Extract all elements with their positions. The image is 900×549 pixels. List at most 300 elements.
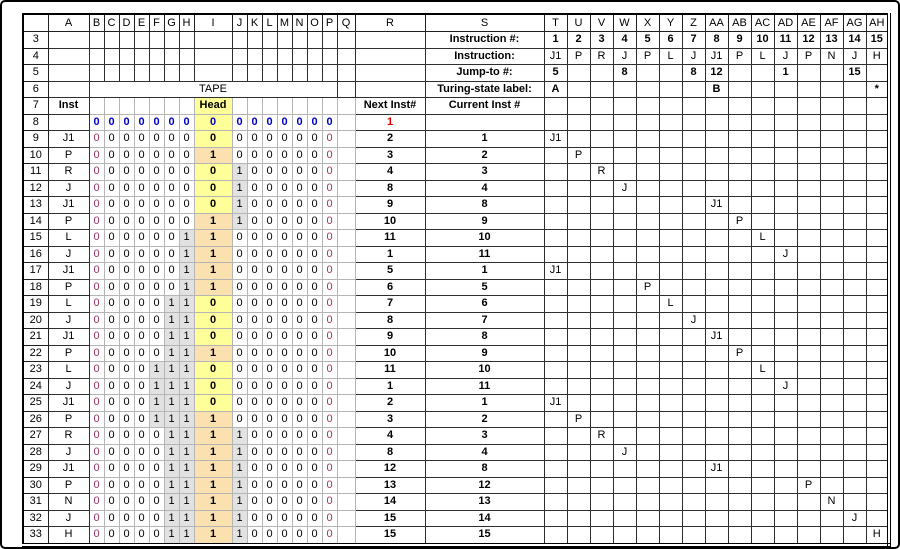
cell-Z19[interactable] [682,296,705,313]
cell-AA3[interactable]: 8 [705,32,728,49]
cell-Y10[interactable] [659,147,682,164]
cell-Z31[interactable] [682,494,705,511]
cell-P5[interactable] [322,65,337,82]
next-inst-cell-27[interactable]: 4 [355,428,425,445]
cell-E3[interactable] [134,32,149,49]
cell-B19[interactable]: 0 [89,296,104,313]
cell-Z29[interactable] [682,461,705,478]
next-inst-cell-16[interactable]: 1 [355,246,425,263]
cell-D22[interactable]: 0 [119,345,134,362]
cell-AG30[interactable] [843,477,866,494]
cell-P33[interactable]: 0 [322,527,337,545]
cell-W31[interactable] [613,494,636,511]
cell-Q23[interactable] [337,362,355,379]
cell-T31[interactable] [544,494,567,511]
cell-AF3[interactable]: 13 [820,32,843,49]
cell-H13[interactable]: 0 [179,197,194,214]
cell-Z6[interactable] [682,81,705,98]
cell-X6[interactable] [636,81,659,98]
cell-AC27[interactable] [751,428,774,445]
cell-B10[interactable]: 0 [89,147,104,164]
cell-E22[interactable]: 0 [134,345,149,362]
cell-K5[interactable] [247,65,262,82]
cell-Y21[interactable] [659,329,682,346]
cell-P11[interactable]: 0 [322,164,337,181]
cell-D21[interactable]: 0 [119,329,134,346]
cell-N18[interactable]: 0 [292,279,307,296]
cell-G30[interactable]: 1 [164,477,179,494]
cell-AH20[interactable] [866,312,889,329]
cell-R3[interactable] [355,32,425,49]
row-header-14[interactable]: 14 [23,213,48,230]
cell-U27[interactable] [567,428,590,445]
cell-AG32[interactable]: J [843,510,866,527]
cell-X14[interactable] [636,213,659,230]
cell-X13[interactable] [636,197,659,214]
cell-Q4[interactable] [337,48,355,65]
cell-W17[interactable] [613,263,636,280]
cell-Z32[interactable] [682,510,705,527]
current-inst-cell-21[interactable]: 8 [425,329,544,346]
cell-Y23[interactable] [659,362,682,379]
col-header-J[interactable]: J [232,14,247,32]
cell-Z13[interactable] [682,197,705,214]
cell-O13[interactable]: 0 [307,197,322,214]
head-cell-31[interactable]: 1 [194,494,232,511]
cell-Z24[interactable] [682,378,705,395]
cell-AH33[interactable]: H [866,527,889,545]
cell-F24[interactable]: 1 [149,378,164,395]
cell-C18[interactable]: 0 [104,279,119,296]
cell-V4[interactable]: R [590,48,613,65]
cell-V30[interactable] [590,477,613,494]
cell-W21[interactable] [613,329,636,346]
cell-W22[interactable] [613,345,636,362]
cell-V33[interactable] [590,527,613,545]
cell-W15[interactable] [613,230,636,247]
next-inst-cell-10[interactable]: 3 [355,147,425,164]
cell-T24[interactable] [544,378,567,395]
cell-AG9[interactable] [843,131,866,148]
cell-U26[interactable]: P [567,411,590,428]
cell-AF9[interactable] [820,131,843,148]
cell-M33[interactable]: 0 [277,527,292,545]
cell-N16[interactable]: 0 [292,246,307,263]
cell-V15[interactable] [590,230,613,247]
cell-AG31[interactable] [843,494,866,511]
cell-U9[interactable] [567,131,590,148]
cell-D12[interactable]: 0 [119,180,134,197]
cell-J3[interactable] [232,32,247,49]
cell-P28[interactable]: 0 [322,444,337,461]
cell-N11[interactable]: 0 [292,164,307,181]
col-header-AB[interactable]: AB [728,14,751,32]
cell-W27[interactable] [613,428,636,445]
cell-AB18[interactable] [728,279,751,296]
col-header-G[interactable]: G [164,14,179,32]
cell-Y27[interactable] [659,428,682,445]
cell-V16[interactable] [590,246,613,263]
cell-W26[interactable] [613,411,636,428]
cell-M3[interactable] [277,32,292,49]
cell-AB11[interactable] [728,164,751,181]
row-header-32[interactable]: 32 [23,510,48,527]
cell-K26[interactable]: 0 [247,411,262,428]
cell-AA33[interactable] [705,527,728,545]
cell-O8[interactable]: 0 [307,114,322,131]
cell-E24[interactable]: 0 [134,378,149,395]
head-column-label[interactable]: Head [194,98,232,115]
cell-J17[interactable]: 0 [232,263,247,280]
cell-AD27[interactable] [774,428,797,445]
cell-K16[interactable]: 0 [247,246,262,263]
cell-N32[interactable]: 0 [292,510,307,527]
head-cell-11[interactable]: 0 [194,164,232,181]
cell-M14[interactable]: 0 [277,213,292,230]
cell-Q31[interactable] [337,494,355,511]
cell-X26[interactable] [636,411,659,428]
cell-AH18[interactable] [866,279,889,296]
cell-AA13[interactable]: J1 [705,197,728,214]
cell-AE6[interactable] [797,81,820,98]
cell-Y25[interactable] [659,395,682,412]
cell-N10[interactable]: 0 [292,147,307,164]
cell-AH27[interactable] [866,428,889,445]
current-inst-cell-10[interactable]: 2 [425,147,544,164]
cell-AF12[interactable] [820,180,843,197]
cell-S6[interactable]: Turing-state label: [425,81,544,98]
cell-W10[interactable] [613,147,636,164]
cell-AD16[interactable]: J [774,246,797,263]
cell-X12[interactable] [636,180,659,197]
cell-H12[interactable]: 0 [179,180,194,197]
head-cell-30[interactable]: 1 [194,477,232,494]
inst-cell-21[interactable]: J1 [48,329,89,346]
cell-Z25[interactable] [682,395,705,412]
cell-U11[interactable] [567,164,590,181]
cell-X15[interactable] [636,230,659,247]
cell-T23[interactable] [544,362,567,379]
row-header-26[interactable]: 26 [23,411,48,428]
cell-Q10[interactable] [337,147,355,164]
cell-V32[interactable] [590,510,613,527]
cell-L15[interactable]: 0 [262,230,277,247]
inst-cell-24[interactable]: J [48,378,89,395]
cell-AA31[interactable] [705,494,728,511]
row-header-16[interactable]: 16 [23,246,48,263]
cell-O9[interactable]: 0 [307,131,322,148]
current-inst-cell-13[interactable]: 8 [425,197,544,214]
cell-Q19[interactable] [337,296,355,313]
cell-E8[interactable]: 0 [134,114,149,131]
current-inst-cell-25[interactable]: 1 [425,395,544,412]
row-header-13[interactable]: 13 [23,197,48,214]
cell-AF7[interactable] [820,98,843,115]
cell-U29[interactable] [567,461,590,478]
cell-E17[interactable]: 0 [134,263,149,280]
cell-M22[interactable]: 0 [277,345,292,362]
cell-Y19[interactable]: L [659,296,682,313]
row-header-33[interactable]: 33 [23,527,48,545]
cell-V18[interactable] [590,279,613,296]
next-inst-cell-12[interactable]: 8 [355,180,425,197]
next-inst-cell-21[interactable]: 9 [355,329,425,346]
row-header-7[interactable]: 7 [23,98,48,115]
cell-N19[interactable]: 0 [292,296,307,313]
cell-T4[interactable]: J1 [544,48,567,65]
cell-Y20[interactable] [659,312,682,329]
current-inst-cell-18[interactable]: 5 [425,279,544,296]
cell-K17[interactable]: 0 [247,263,262,280]
cell-AH14[interactable] [866,213,889,230]
cell-Q13[interactable] [337,197,355,214]
cell-O10[interactable]: 0 [307,147,322,164]
cell-G25[interactable]: 1 [164,395,179,412]
cell-AH29[interactable] [866,461,889,478]
cell-G5[interactable] [164,65,179,82]
current-inst-cell-17[interactable]: 1 [425,263,544,280]
next-inst-cell-17[interactable]: 5 [355,263,425,280]
cell-Z28[interactable] [682,444,705,461]
next-inst-cell-22[interactable]: 10 [355,345,425,362]
cell-J23[interactable]: 0 [232,362,247,379]
cell-T30[interactable] [544,477,567,494]
cell-U4[interactable]: P [567,48,590,65]
cell-AD4[interactable]: J [774,48,797,65]
cell-V24[interactable] [590,378,613,395]
cell-AA29[interactable]: J1 [705,461,728,478]
cell-AF19[interactable] [820,296,843,313]
cell-G14[interactable]: 0 [164,213,179,230]
cell-J12[interactable]: 1 [232,180,247,197]
cell-V19[interactable] [590,296,613,313]
inst-cell-28[interactable]: J [48,444,89,461]
cell-M24[interactable]: 0 [277,378,292,395]
cell-G8[interactable]: 0 [164,114,179,131]
cell-H3[interactable] [179,32,194,49]
cell-B27[interactable]: 0 [89,428,104,445]
cell-L24[interactable]: 0 [262,378,277,395]
cell-F13[interactable]: 0 [149,197,164,214]
cell-Q7[interactable] [337,98,355,115]
row-header-22[interactable]: 22 [23,345,48,362]
cell-K12[interactable]: 0 [247,180,262,197]
cell-U8[interactable] [567,114,590,131]
cell-J14[interactable]: 1 [232,213,247,230]
inst-cell-26[interactable]: P [48,411,89,428]
cell-AA10[interactable] [705,147,728,164]
row-header-9[interactable]: 9 [23,131,48,148]
current-inst-cell-26[interactable]: 2 [425,411,544,428]
cell-AC9[interactable] [751,131,774,148]
cell-T18[interactable] [544,279,567,296]
cell-F7[interactable] [149,98,164,115]
cell-P29[interactable]: 0 [322,461,337,478]
cell-C8[interactable]: 0 [104,114,119,131]
cell-Z17[interactable] [682,263,705,280]
cell-V25[interactable] [590,395,613,412]
cell-AA11[interactable] [705,164,728,181]
cell-V3[interactable]: 3 [590,32,613,49]
cell-B15[interactable]: 0 [89,230,104,247]
row-header-21[interactable]: 21 [23,329,48,346]
cell-H9[interactable]: 0 [179,131,194,148]
cell-U24[interactable] [567,378,590,395]
cell-AC22[interactable] [751,345,774,362]
cell-AC31[interactable] [751,494,774,511]
cell-N22[interactable]: 0 [292,345,307,362]
cell-AF10[interactable] [820,147,843,164]
cell-Y8[interactable] [659,114,682,131]
cell-L27[interactable]: 0 [262,428,277,445]
cell-F33[interactable]: 0 [149,527,164,545]
cell-T29[interactable] [544,461,567,478]
cell-I3[interactable] [194,32,232,49]
cell-X7[interactable] [636,98,659,115]
cell-AC4[interactable]: L [751,48,774,65]
cell-N8[interactable]: 0 [292,114,307,131]
cell-Z4[interactable]: J [682,48,705,65]
cell-P17[interactable]: 0 [322,263,337,280]
cell-AG25[interactable] [843,395,866,412]
cell-X9[interactable] [636,131,659,148]
cell-AE24[interactable] [797,378,820,395]
current-inst-cell-20[interactable]: 7 [425,312,544,329]
cell-AA21[interactable]: J1 [705,329,728,346]
cell-D4[interactable] [119,48,134,65]
cell-AA24[interactable] [705,378,728,395]
cell-B4[interactable] [89,48,104,65]
cell-AE21[interactable] [797,329,820,346]
cell-J27[interactable]: 1 [232,428,247,445]
cell-T32[interactable] [544,510,567,527]
cell-AD20[interactable] [774,312,797,329]
col-header-D[interactable]: D [119,14,134,32]
cell-Y28[interactable] [659,444,682,461]
cell-AD29[interactable] [774,461,797,478]
cell-H17[interactable]: 1 [179,263,194,280]
cell-D15[interactable]: 0 [119,230,134,247]
cell-J15[interactable]: 0 [232,230,247,247]
cell-J24[interactable]: 0 [232,378,247,395]
cell-W33[interactable] [613,527,636,545]
cell-AB8[interactable] [728,114,751,131]
cell-E28[interactable]: 0 [134,444,149,461]
cell-O5[interactable] [307,65,322,82]
cell-AG21[interactable] [843,329,866,346]
cell-J8[interactable]: 0 [232,114,247,131]
cell-AD12[interactable] [774,180,797,197]
col-header-E[interactable]: E [134,14,149,32]
cell-AH10[interactable] [866,147,889,164]
cell-K3[interactable] [247,32,262,49]
cell-D27[interactable]: 0 [119,428,134,445]
cell-T20[interactable] [544,312,567,329]
cell-AC5[interactable] [751,65,774,82]
next-inst-cell-8[interactable]: 1 [355,114,425,131]
cell-T16[interactable] [544,246,567,263]
cell-AC29[interactable] [751,461,774,478]
cell-T14[interactable] [544,213,567,230]
cell-AH21[interactable] [866,329,889,346]
cell-F32[interactable]: 0 [149,510,164,527]
cell-U10[interactable]: P [567,147,590,164]
cell-AA7[interactable] [705,98,728,115]
cell-AD8[interactable] [774,114,797,131]
cell-AE27[interactable] [797,428,820,445]
cell-AB33[interactable] [728,527,751,545]
cell-H25[interactable]: 1 [179,395,194,412]
cell-AA6[interactable]: B [705,81,728,98]
col-header-M[interactable]: M [277,14,292,32]
current-inst-cell-32[interactable]: 14 [425,510,544,527]
cell-W8[interactable] [613,114,636,131]
cell-Q30[interactable] [337,477,355,494]
cell-AC13[interactable] [751,197,774,214]
cell-L5[interactable] [262,65,277,82]
cell-AD5[interactable]: 1 [774,65,797,82]
cell-O12[interactable]: 0 [307,180,322,197]
inst-cell-20[interactable]: J [48,312,89,329]
cell-AH17[interactable] [866,263,889,280]
cell-AC24[interactable] [751,378,774,395]
cell-W9[interactable] [613,131,636,148]
cell-F21[interactable]: 0 [149,329,164,346]
cell-F30[interactable]: 0 [149,477,164,494]
cell-Q15[interactable] [337,230,355,247]
cell-M28[interactable]: 0 [277,444,292,461]
cell-K20[interactable]: 0 [247,312,262,329]
cell-AF30[interactable] [820,477,843,494]
next-inst-cell-30[interactable]: 13 [355,477,425,494]
head-cell-24[interactable]: 0 [194,378,232,395]
cell-E20[interactable]: 0 [134,312,149,329]
cell-V21[interactable] [590,329,613,346]
cell-T7[interactable] [544,98,567,115]
cell-AB3[interactable]: 9 [728,32,751,49]
cell-E18[interactable]: 0 [134,279,149,296]
inst-cell-19[interactable]: L [48,296,89,313]
cell-F27[interactable]: 0 [149,428,164,445]
cell-AG23[interactable] [843,362,866,379]
inst-cell-9[interactable]: J1 [48,131,89,148]
cell-C19[interactable]: 0 [104,296,119,313]
cell-K13[interactable]: 0 [247,197,262,214]
cell-AE31[interactable] [797,494,820,511]
cell-P12[interactable]: 0 [322,180,337,197]
cell-H30[interactable]: 1 [179,477,194,494]
cell-N21[interactable]: 0 [292,329,307,346]
cell-T19[interactable] [544,296,567,313]
cell-V26[interactable] [590,411,613,428]
cell-Y9[interactable] [659,131,682,148]
cell-B13[interactable]: 0 [89,197,104,214]
cell-M30[interactable]: 0 [277,477,292,494]
cell-AF8[interactable] [820,114,843,131]
cell-F31[interactable]: 0 [149,494,164,511]
cell-G19[interactable]: 1 [164,296,179,313]
head-cell-10[interactable]: 1 [194,147,232,164]
cell-AH23[interactable] [866,362,889,379]
cell-S4[interactable]: Instruction: [425,48,544,65]
row-header-15[interactable]: 15 [23,230,48,247]
cell-N12[interactable]: 0 [292,180,307,197]
cell-AD7[interactable] [774,98,797,115]
cell-T15[interactable] [544,230,567,247]
tape-banner-cell[interactable]: TAPE [89,81,337,98]
cell-C27[interactable]: 0 [104,428,119,445]
cell-L21[interactable]: 0 [262,329,277,346]
